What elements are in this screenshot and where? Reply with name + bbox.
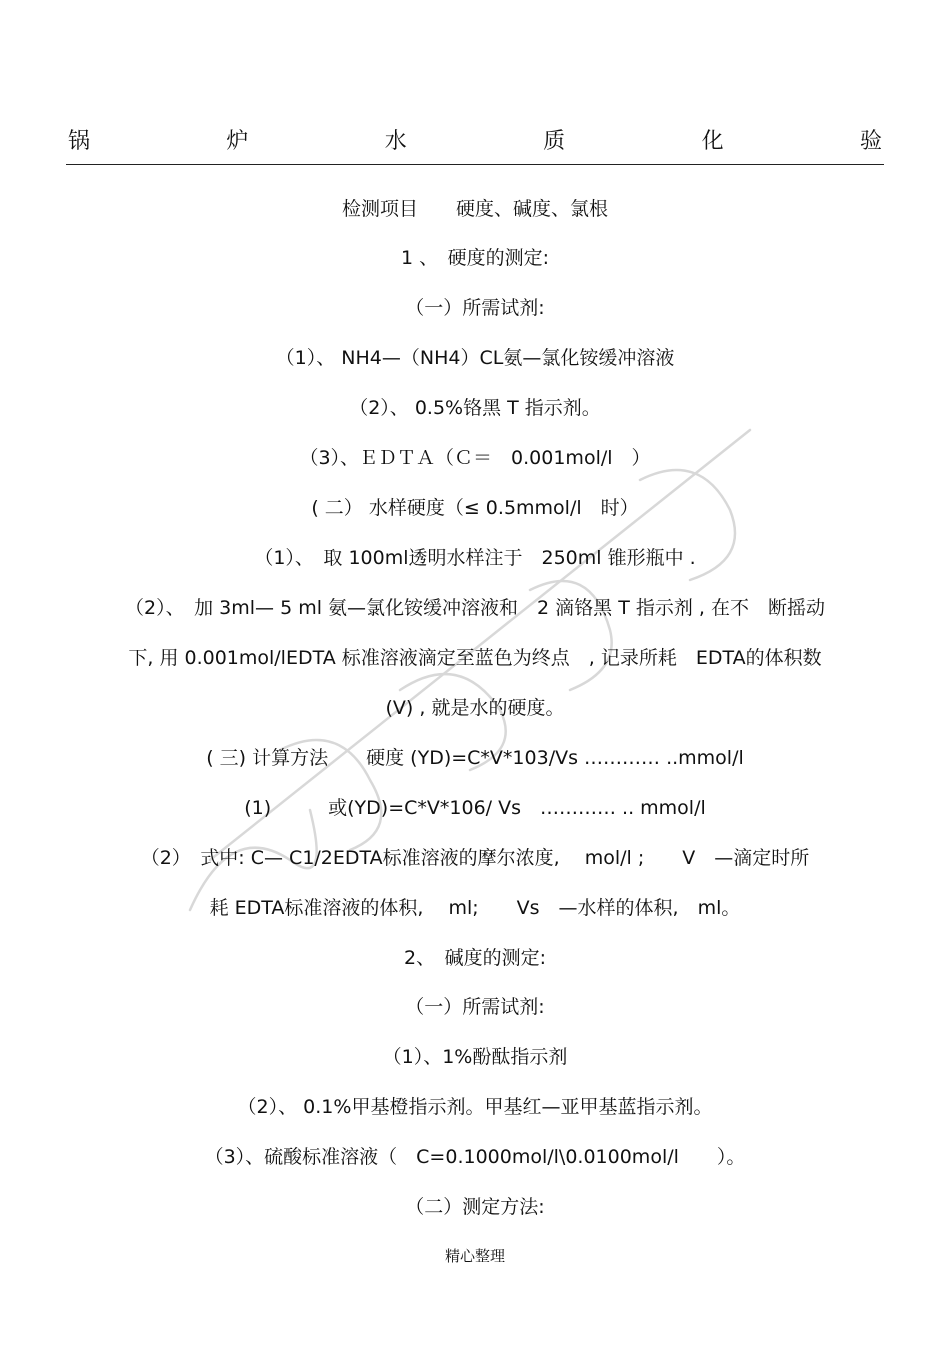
text-line: 2、 碱度的测定: bbox=[404, 947, 546, 969]
text-line: （3）、硫酸标准溶液（ C=0.1000mol/l\0.0100mol/l ）。 bbox=[204, 1146, 746, 1168]
text-line: 耗 EDTA标准溶液的体积, ml; Vs —水样的体积, ml。 bbox=[209, 897, 741, 919]
page-footer: 精心整理 bbox=[444, 1247, 505, 1265]
title-char: 验 bbox=[859, 129, 882, 154]
text-line: 下, 用 0.001mol/lEDTA 标准溶液滴定至蓝色为终点 , 记录所耗 EDTA的体积数 bbox=[128, 647, 822, 669]
document-title bbox=[68, 124, 882, 154]
title-char: 锅 bbox=[68, 129, 91, 154]
text-line: （一）所需试剂: bbox=[405, 297, 545, 319]
title-char: 水 bbox=[384, 129, 407, 154]
text-line: ( 二） 水样硬度（≤ 0.5mmol/l 时） bbox=[311, 497, 639, 519]
title-char: 炉 bbox=[226, 129, 249, 154]
text-line: 1 、 硬度的测定: bbox=[400, 247, 550, 269]
text-line: （2）、 加 3ml— 5 ml 氨—氯化铵缓冲溶液和 2 滴铬黑 T 指示剂 , 在不 断摇动 bbox=[125, 597, 825, 619]
text-line: (1) 或(YD)=C*V*106/ Vs ………… .. mmol/l bbox=[244, 797, 706, 819]
text-line: （1）、1%酚酞指示剂 bbox=[382, 1046, 568, 1068]
text-line: （3）、ＥＤＴＡ（Ｃ＝ 0.001mol/l ） bbox=[299, 447, 651, 469]
text-line: （2）、 0.1%甲基橙指示剂。甲基红—亚甲基蓝指示剂。 bbox=[237, 1096, 713, 1118]
text-line: （1）、 NH4—（NH4）CL氨—氯化铵缓冲溶液 bbox=[275, 347, 675, 369]
text-line: 检测项目 硬度、碱度、氯根 bbox=[341, 198, 608, 220]
title-divider bbox=[66, 164, 884, 165]
text-line: （一）所需试剂: bbox=[405, 996, 545, 1018]
title-char: 质 bbox=[543, 129, 566, 154]
text-line: （二）测定方法: bbox=[405, 1196, 545, 1218]
text-line: （1）、 取 100ml透明水样注于 250ml 锥形瓶中 . bbox=[254, 547, 696, 569]
text-line: (V) , 就是水的硬度。 bbox=[385, 697, 565, 719]
title-char: 化 bbox=[701, 129, 724, 154]
text-line: （2）、 0.5%铬黑 T 指示剂。 bbox=[349, 397, 601, 419]
text-line: ( 三) 计算方法 硬度 (YD)=C*V*103/Vs ………… ..mmol/l bbox=[206, 747, 744, 769]
text-line: （2） 式中: C— C1/2EDTA标准溶液的摩尔浓度, mol/l ; V —滴定时所 bbox=[140, 847, 810, 869]
